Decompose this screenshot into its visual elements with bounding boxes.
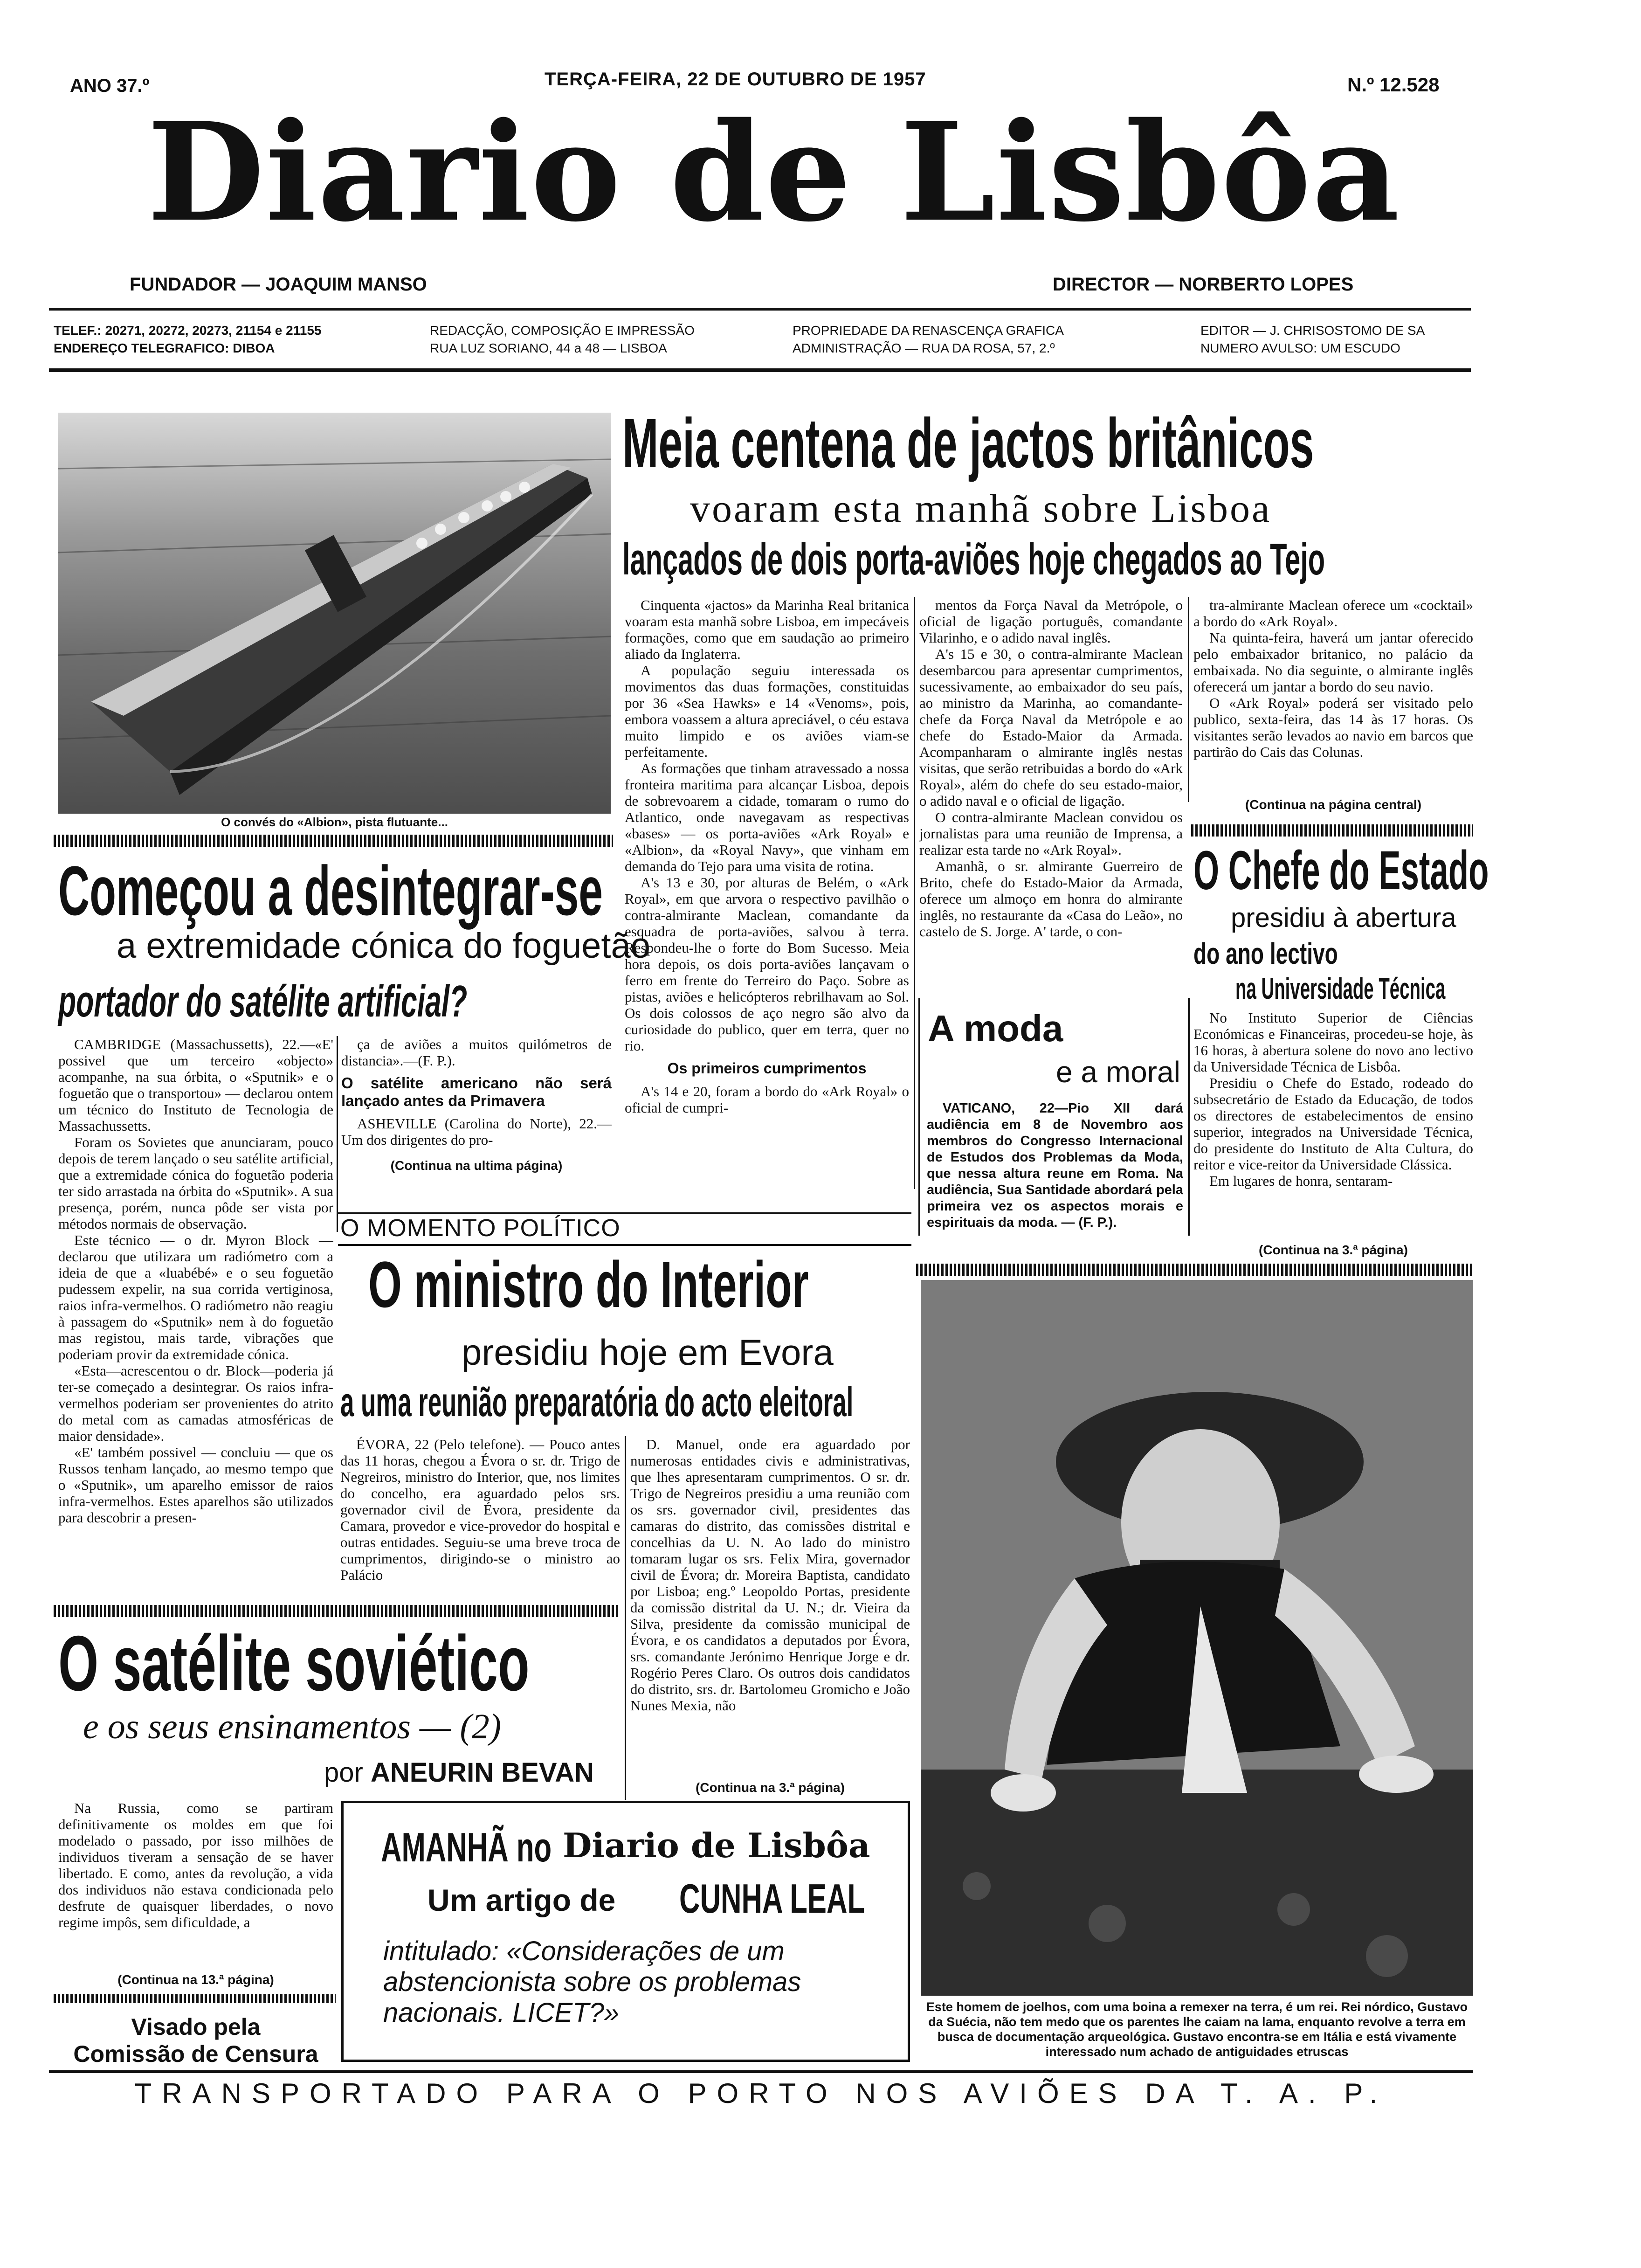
newspaper-title: Diario de Lisbôa bbox=[147, 93, 1401, 252]
amanha-article-line: Um artigo de bbox=[427, 1883, 616, 1917]
amanha-paper-name: Diario de Lisbôa bbox=[563, 1825, 870, 1865]
interior-subhead-2: a uma reunião preparatória do acto eleitoral bbox=[340, 1379, 854, 1425]
interior-subhead-1: presidiu hoje em Evora bbox=[462, 1332, 834, 1373]
amanha-box bbox=[341, 1801, 910, 2062]
satelite-byline: por ANEURIN BEVAN bbox=[324, 1757, 594, 1788]
jets-continued: (Continua na página central) bbox=[1245, 797, 1422, 812]
divider-hatch-1 bbox=[54, 835, 613, 847]
issue-number: N.º 12.528 bbox=[1347, 74, 1440, 96]
masthead-info-1: TELEF.: 20271, 20272, 20273, 21154 e 21155 ENDEREÇO TELEGRAFICO: DIBOA bbox=[54, 323, 322, 355]
satelite-headline: O satélite soviético bbox=[58, 1619, 530, 1707]
masthead-rule-top bbox=[49, 308, 1471, 311]
interior-headline: O ministro do Interior bbox=[368, 1248, 809, 1321]
satelite-continued: (Continua na 13.ª página) bbox=[117, 1972, 274, 1987]
sputnik-column-1: CAMBRIDGE (Massachussetts), 22.—«E' possivel que um terceiro «objecto» acompanhe, na sua órbita, o «Sputnik» e o foguetão que o transportou» — declarou ontem um técnico do Instituto de Tecnologia de Massachussetts. Foram os Sovietes que anunciaram, pouco depois de terem lançado o seu satélite artificial, que a extremidade cónica do foguetão poderia ter sido arrastada na órbita do «Sputnik». A sua presença, porém, nunca pôde ser vista por métodos normais de observação. Este técnico — o dr. Myron Block — declarou que utilizara um radiómetro com a ideia de que a «luabébé» e o seu foguetão pudessem expelir, na sua corrida vertiginosa, raios infra-vermelhos. O radiómetro não reagiu à passagem do «Sputnik» nem à do foguetão mas registou, mais tarde, vibrações que poderiam provir da extremidade cónica. «Esta—acrescentou o dr. Block—poderia já ter-se começado a desintegrar. Os raios infra-vermelhos poderiam ser provenientes do atrito do metal com as camadas atmosféricas de maior densidade». «E' também possivel — concluiu — que os Russos tenham lançado, ao mesmo tempo que o «Sputnik», um aparelho emissor de raios infra-vermelhos. Estes aparelhos são utilizados para descobrir a presen- bbox=[58, 1036, 333, 1526]
king-caption: Este homem de joelhos, com uma boina a remexer na terra, é um rei. Rei nórdico, Gustavo da Suécia, não tem medo que os parentes lhe caiam na lama, enquanto revolve a terra em busca de documentação arqueológica. Gustavo encontra-se em Itália e está vivamente interessado num achado de antiguidades etruscas bbox=[926, 2000, 1468, 2059]
king-gustavo-photo bbox=[921, 1280, 1473, 1996]
footer-banner: TRANSPORTADO PARA O PORTO NOS AVIÕES DA T. A. P. bbox=[134, 2078, 1388, 2109]
divider-hatch-4 bbox=[54, 1994, 336, 2003]
moda-left-rule bbox=[918, 998, 920, 1236]
chefe-subhead-1: presidiu à abertura bbox=[1231, 903, 1456, 933]
chefe-subhead-3: na Universidade Técnica bbox=[1235, 972, 1446, 1005]
masthead-rule-bottom bbox=[49, 368, 1471, 372]
interior-col-rule bbox=[625, 1436, 626, 1800]
aircraft-carrier-illustration bbox=[58, 413, 611, 814]
amanha-author: CUNHA LEAL bbox=[679, 1875, 865, 1922]
divider-hatch-5 bbox=[916, 1264, 1473, 1276]
masthead-info-2: REDACÇÃO, COMPOSIÇÃO E IMPRESSÃO RUA LUZ SORIANO, 44 a 48 — LISBOA bbox=[430, 323, 695, 355]
censura-stamp: Visado pela Comissão de Censura bbox=[73, 2014, 318, 2067]
carrier-photo bbox=[58, 413, 611, 814]
satelite-subhead: e os seus ensinamentos — (2) bbox=[83, 1707, 502, 1746]
moda-body: VATICANO, 22—Pio XII dará audiência em 8 de Novembro aos membros do Congresso Internacional de Estudos dos Problemas da Moda, que nessa altura reune em Roma. Na audiência, Sua Santidade abordará pela primeira vez os aspectos morais e espirituais da moda. — (F. P.). bbox=[927, 1101, 1183, 1230]
amanha-body: intitulado: «Considerações de um abstencionista sobre os problemas nacionais. LICET?» bbox=[383, 1936, 801, 2028]
amanha-title-line: AMANHÃ no bbox=[381, 1824, 552, 1870]
masthead-info-3: PROPRIEDADE DA RENASCENÇA GRAFICA ADMINISTRAÇÃO — RUA DA ROSA, 57, 2.º bbox=[793, 323, 1064, 355]
sputnik-continued: (Continua na ultima página) bbox=[390, 1158, 563, 1173]
chefe-subhead-2: do ano lectivo bbox=[1193, 937, 1338, 970]
jets-column-1: Cinquenta «jactos» da Marinha Real britanica voaram esta manhã sobre Lisboa, em impecáveis formações, como que em saudação ao primeiro aliado da Inglaterra. A população seguiu interessada os movimentos das duas formações, constituidas por 36 «Sea Hawks» e 14 «Venoms», pois, embora voassem a altura apreciável, o céu estava muito limpido e os aviões viam-se perfeitamente. As formações que tinham atravessado a nossa fronteira maritima para alcançar Lisboa, depois de sobrevoarem a cidade, tomaram o rumo do Atlantico, onde navegavam as respectivas «bases» — os porta-aviões «Ark Royal» e «Albion», da «Royal Navy», que vinham em demanda do Tejo para uma visita de rotina. A's 13 e 30, por alturas de Belém, o «Ark Royal», em que arvora o respectivo pavilhão o contra-almirante Maclean, comandante da esquadra de porta-aviões, salvou à terra. Respondeu-lhe o forte do Bom Sucesso. Meia hora depois, os dois porta-aviões lançavam o ferro em frente do Terreiro do Paço. Sobre as pistas, aviões e helicópteros rebrilhavam ao Sol. Os dois colossos de aço negro são alvo da curiosidade do publico, quer em terra, quer no rio. Os primeiros cumprimentos A's 14 e 20, foram a bordo do «Ark Royal» o oficial de cumpri- bbox=[625, 597, 909, 1116]
satelite-body: Na Russia, como se partiram definitivamente os moldes em que foi modelado o passado, por isso milhões de individuos tiveram a sensação de se haver libertado. E como, antes da revolução, a vida dos individuos não estava condicionada pelo desfrute de quaisquer liberdades, o novo regime impôs, sem dificuldade, a bbox=[58, 1800, 333, 1930]
jets-subhead-1: voaram esta manhã sobre Lisboa bbox=[690, 486, 1272, 531]
sputnik-col-rule bbox=[337, 1036, 338, 1232]
jets-column-3: tra-almirante Maclean oferece um «cocktail» a bordo do «Ark Royal». Na quinta-feira, haverá um jantar oferecido pelo embaixador britanico, no palácio da embaixada. No dia seguinte, o almirante inglês oferecerá um jantar a bordo do seu navio. O «Ark Royal» poderá ser visitado pelo publico, sexta-feira, das 14 às 17 horas. Os visitantes serão levados ao navio em barcos que partirão do Cais das Colunas. bbox=[1193, 597, 1473, 760]
moda-headline: A moda bbox=[928, 1008, 1063, 1049]
moda-subhead: e a moral bbox=[1056, 1055, 1180, 1089]
chefe-headline: O Chefe do Estado bbox=[1193, 840, 1489, 901]
jets-subhead-cumprimentos: Os primeiros cumprimentos bbox=[667, 1060, 867, 1077]
interior-continued: (Continua na 3.ª página) bbox=[696, 1780, 845, 1795]
jets-column-2: mentos da Força Naval da Metrópole, o oficial de ligação português, comandante Vilarinho, e o adido naval inglês. A's 15 e 30, o contra-almirante Maclean desembarcou para apresentar cumprimentos, sucessivamente, ao embaixador do seu país, ao ministro da Marinha, ao comandante-chefe da Força Naval da Metrópole e ao chefe do Estado-Maior da Armada. Acompanharam o almirante inglês nestas visitas, que serão retribuidas a bordo do «Ark Royal», além do chefe do seu estado-maior, o adido naval e o oficial de ligação. O contra-almirante Maclean convidou os jornalistas para uma reunião de Imprensa, a realizar esta tarde no «Ark Royal». Amanhã, o sr. almirante Guerreiro de Brito, chefe do Estado-Maior da Armada, oferece um almoço em honra do almirante inglês, no restaurante da «Casa do Leão», no castelo de S. Jorge. A' tarde, o con- bbox=[919, 597, 1183, 940]
interior-kicker: O MOMENTO POLÍTICO bbox=[340, 1215, 621, 1242]
carrier-caption: O convés do «Albion», pista flutuante... bbox=[221, 815, 448, 829]
interior-column-1: ÉVORA, 22 (Pelo telefone). — Pouco antes das 11 horas, chegou a Évora o sr. dr. Trigo de Negreiros, ministro do Interior, que, nos limites do concelho, era aguardado pelos srs. governador civil de Évora, presidente da Camara, provedor e vice-provedor do hospital e outras entidades. Seguiu-se uma breve troca de cumprimentos, dirigindo-se o ministro ao Palácio bbox=[340, 1436, 620, 1583]
chefe-continued: (Continua na 3.ª página) bbox=[1259, 1243, 1408, 1257]
jets-subhead-2: lançados de dois porta-aviões hoje chegados ao Tejo bbox=[622, 534, 1325, 584]
moda-right-rule bbox=[1188, 998, 1190, 1236]
sputnik-column-2: ça de aviões a muitos quilómetros de distancia».—(F. P.). O satélite americano não será lançado antes da Primavera ASHEVILLE (Carolina do Norte), 22.—Um dos dirigentes do pro- (Continua na ultima página) bbox=[341, 1036, 612, 1173]
jets-col-rule-2 bbox=[1188, 597, 1189, 802]
interior-kicker-rule bbox=[338, 1244, 911, 1246]
year-label: ANO 37.º bbox=[70, 76, 150, 96]
chefe-body: No Instituto Superior de Ciências Económicas e Financeiras, procedeu-se hoje, às 16 horas, à abertura solene do novo ano lectivo da Universidade Técnica de Lisbôa. Presidiu o Chefe do Estado, rodeado do subsecretário de Estado da Educação, de todos os directores de estabelecimentos de ensino superior, integrados na Universidade Técnica, do presidente do Instituto de Alta Cultura, do reitor e vice-reitor da Universidade Clássica. Em lugares de honra, sentaram- bbox=[1193, 1010, 1473, 1189]
divider-hatch-3 bbox=[54, 1605, 620, 1617]
sputnik-subhead-1: a extremidade cónica do foguetão bbox=[117, 926, 651, 966]
sputnik-subhead-2: portador do satélite artificial? bbox=[58, 976, 468, 1026]
sputnik-headline: Começou a desintegrar-se bbox=[58, 851, 603, 930]
king-kneeling-illustration bbox=[921, 1280, 1473, 1996]
interior-column-2: D. Manuel, onde era aguardado por numerosas entidades civis e administrativas, que lhes apresentaram cumprimentos. O sr. dr. Trigo de Negreiros presidiu a uma reunião com os srs. governador civil, presidentes das camaras do distrito, das comissões distrital e concelhias da U. N. Ao lado do ministro tomaram lugar os srs. Felix Mira, governador civil de Évora; dr. Moreira Baptista, candidato por Lisboa; eng.º Leopoldo Portas, presidente da comissão distrital da U. N.; dr. Vieira da Silva, presidente da comissão municipal de Évora, e os candidatos a deputados por Évora, srs. comandante Jerónimo Henrique Jorge e dr. Rogério Peres Claro. Os outros dois candidatos do distrito, srs. dr. Bartolomeu Gromicho e João Nunes Mexia, não bbox=[630, 1436, 910, 1714]
author-name: ANEURIN BEVAN bbox=[370, 1757, 594, 1788]
masthead-info-4: EDITOR — J. CHRISOSTOMO DE SA NUMERO AVULSO: UM ESCUDO bbox=[1200, 323, 1425, 355]
date-label: TERÇA-FEIRA, 22 DE OUTUBRO DE 1957 bbox=[545, 69, 926, 90]
founder-line: FUNDADOR — JOAQUIM MANSO bbox=[130, 274, 427, 295]
sputnik-subhead-americano: O satélite americano não será lançado antes da Primavera bbox=[341, 1074, 612, 1109]
director-line: DIRECTOR — NORBERTO LOPES bbox=[1053, 274, 1354, 295]
footer-rule bbox=[49, 2070, 1473, 2073]
jets-headline: Meia centena de jactos britânicos bbox=[622, 404, 1314, 482]
divider-hatch-2 bbox=[1191, 824, 1473, 837]
